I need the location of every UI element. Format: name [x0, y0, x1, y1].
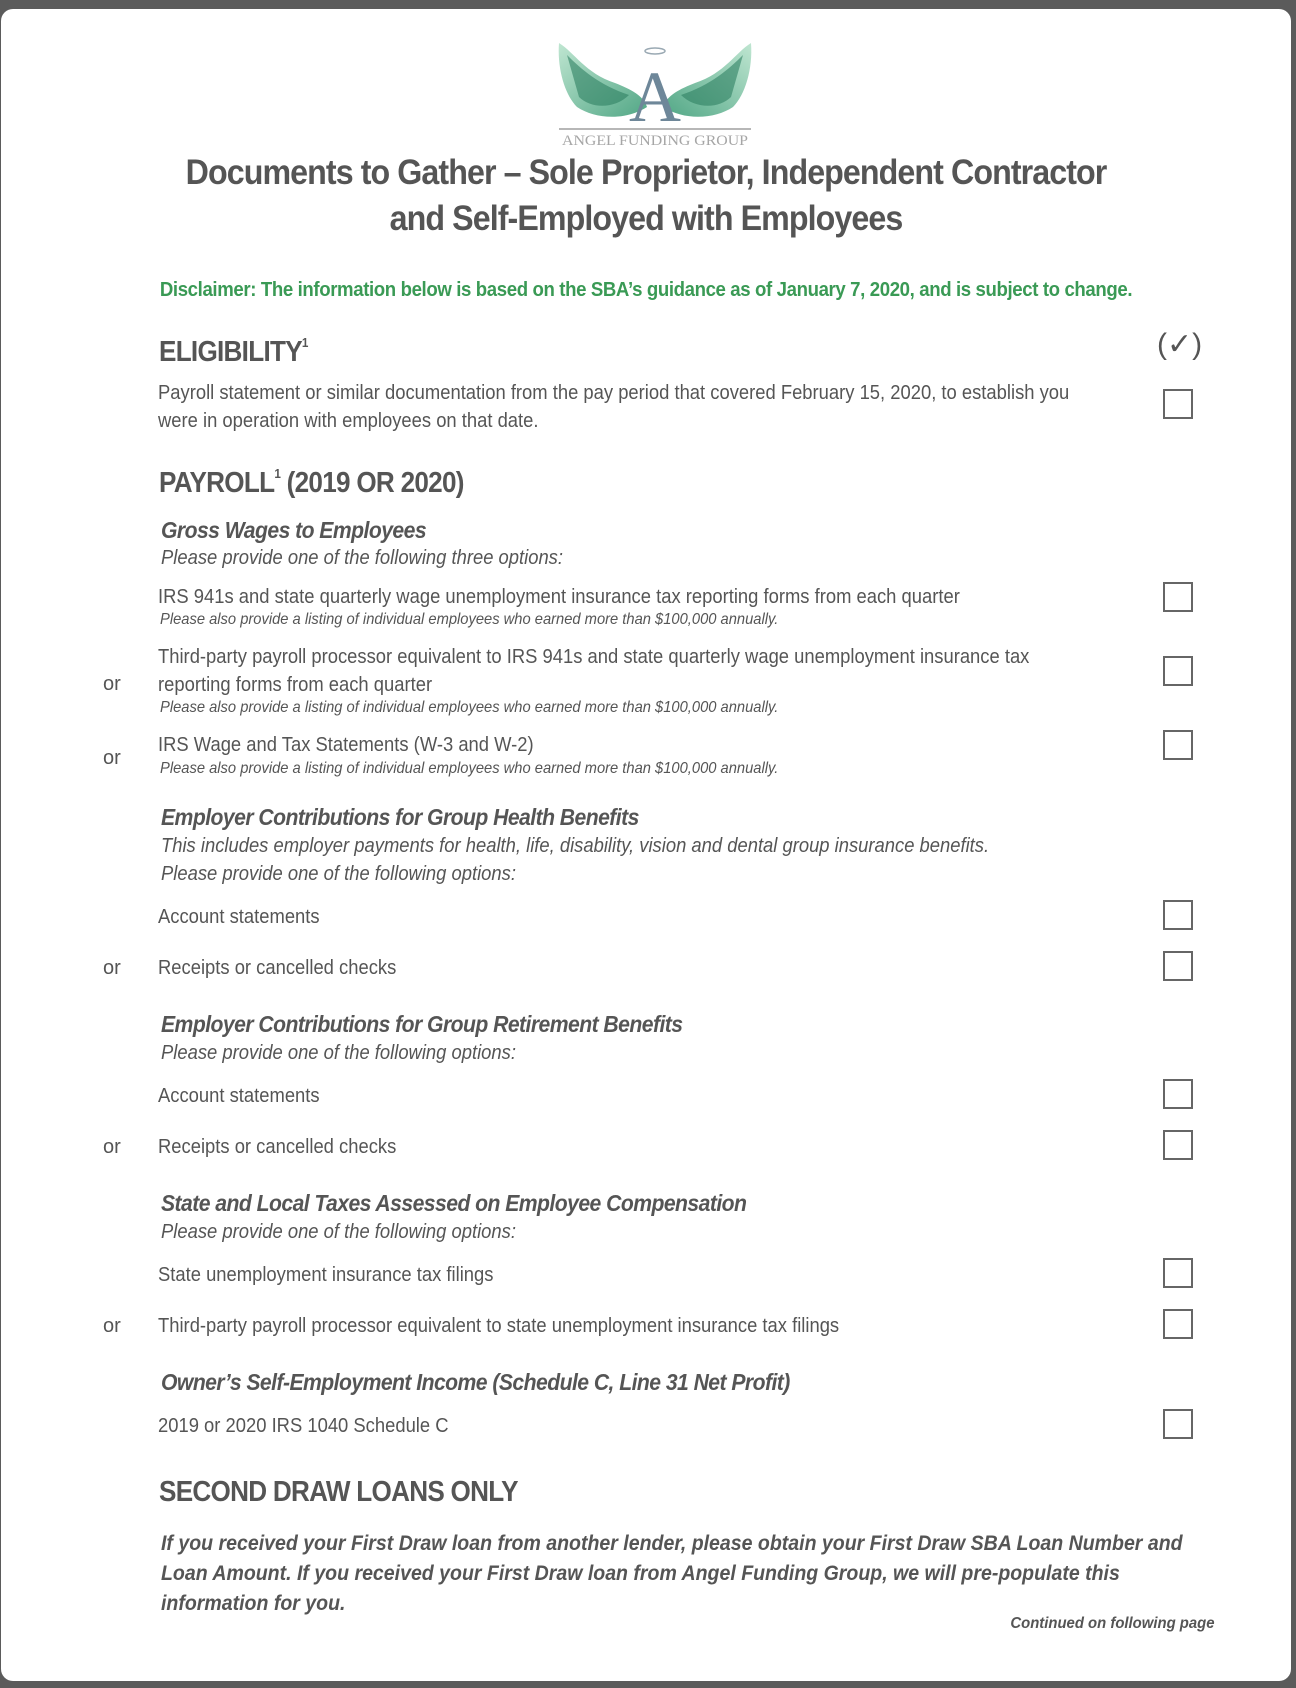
retirement-benefits-instruction: Please provide one of the following options: — [161, 1042, 516, 1064]
or-label: or — [103, 1315, 121, 1337]
document-page — [1, 9, 1291, 1681]
retirement-option-1: Account statements — [158, 1085, 320, 1107]
gross-wages-option-1: IRS 941s and state quarterly wage unemployment insurance tax reporting forms from each quarter — [158, 586, 960, 608]
health-benefits-heading: Employer Contributions for Group Health Benefits — [161, 804, 639, 830]
logo-letter: A — [629, 57, 681, 137]
second-draw-text: If you received your First Draw loan from another lender, please obtain your First Draw SBA Loan Number and Loan Amount. If you received your First Draw loan from Angel Funding Group, we will pre-populate this information for you. — [161, 1532, 1183, 1615]
gross-wages-option-2-note: Please also provide a listing of individual employees who earned more than $100,000 annually. — [160, 699, 779, 716]
angel-funding-group-logo — [555, 33, 755, 151]
gross-wages-option-3: IRS Wage and Tax Statements (W-3 and W-2) — [158, 734, 534, 756]
health-option-1-checkbox[interactable] — [1163, 900, 1193, 930]
or-label: or — [103, 1136, 121, 1158]
taxes-option-2-checkbox[interactable] — [1163, 1309, 1193, 1339]
eligibility-heading: ELIGIBILITY$^1$ — [159, 335, 308, 368]
taxes-instruction: Please provide one of the following options: — [161, 1221, 516, 1243]
eligibility-item-line-1: Payroll statement or similar documentation from the pay period that covered February 15, 2020, to establish you — [158, 382, 1070, 404]
retirement-option-2-checkbox[interactable] — [1163, 1130, 1193, 1160]
gross-wages-instruction: Please provide one of the following three options: — [161, 547, 563, 569]
gross-wages-option-1-note: Please also provide a listing of individual employees who earned more than $100,000 annually. — [160, 611, 779, 628]
self-employment-option-1: 2019 or 2020 IRS 1040 Schedule C — [158, 1415, 449, 1437]
logo-text: ANGEL FUNDING GROUP — [562, 133, 748, 149]
gross-wages-option-2-checkbox[interactable] — [1163, 656, 1193, 686]
eligibility-checkbox[interactable] — [1163, 389, 1193, 419]
or-label: or — [103, 747, 121, 769]
gross-wages-heading: Gross Wages to Employees — [161, 517, 427, 543]
health-benefits-instruction-2: Please provide one of the following options: — [161, 863, 516, 885]
gross-wages-option-2-line-2: reporting forms from each quarter — [158, 674, 433, 696]
health-option-2-checkbox[interactable] — [1163, 951, 1193, 981]
gross-wages-option-1-checkbox[interactable] — [1163, 582, 1193, 612]
health-option-1: Account statements — [158, 906, 320, 928]
taxes-option-1: State unemployment insurance tax filings — [158, 1264, 494, 1286]
retirement-option-1-checkbox[interactable] — [1163, 1079, 1193, 1109]
page-title-line-1: Documents to Gather – Sole Proprietor, Independent Contractor — [185, 153, 1107, 192]
gross-wages-option-3-checkbox[interactable] — [1163, 730, 1193, 760]
taxes-heading: State and Local Taxes Assessed on Employee Compensation — [161, 1190, 747, 1216]
health-benefits-instruction-1: This includes employer payments for health, life, disability, vision and dental group insurance benefits. — [161, 835, 990, 857]
gross-wages-option-2-line-1: Third-party payroll processor equivalent to IRS 941s and state quarterly wage unemployment insurance tax — [158, 646, 1030, 668]
footnote-marker: 1 — [274, 466, 281, 481]
or-label: or — [103, 673, 121, 695]
checkmark-column-header: (✓) — [1157, 328, 1203, 361]
footnote-marker: 1 — [301, 335, 308, 350]
taxes-option-2: Third-party payroll processor equivalent to state unemployment insurance tax filings — [158, 1315, 840, 1337]
retirement-benefits-heading: Employer Contributions for Group Retirement Benefits — [161, 1011, 683, 1037]
taxes-option-1-checkbox[interactable] — [1163, 1258, 1193, 1288]
disclaimer: Disclaimer: The information below is based on the SBA’s guidance as of January 7, 2020, and is subject to change. — [159, 279, 1133, 301]
health-option-2: Receipts or cancelled checks — [158, 957, 397, 979]
second-draw-heading: SECOND DRAW LOANS ONLY — [159, 1476, 518, 1508]
payroll-heading: PAYROLL$^1$ (2019 OR 2020) — [159, 466, 464, 499]
gross-wages-option-3-note: Please also provide a listing of individual employees who earned more than $100,000 annually. — [160, 760, 779, 777]
eligibility-item-line-2: were in operation with employees on that date. — [158, 410, 539, 432]
self-employment-heading: Owner’s Self-Employment Income (Schedule C, Line 31 Net Profit) — [161, 1369, 790, 1395]
self-employment-option-1-checkbox[interactable] — [1163, 1409, 1193, 1439]
page-title-line-2: and Self-Employed with Employees — [389, 199, 903, 238]
or-label: or — [103, 957, 121, 979]
continued-note: Continued on following page — [1010, 1615, 1215, 1632]
retirement-option-2: Receipts or cancelled checks — [158, 1136, 397, 1158]
